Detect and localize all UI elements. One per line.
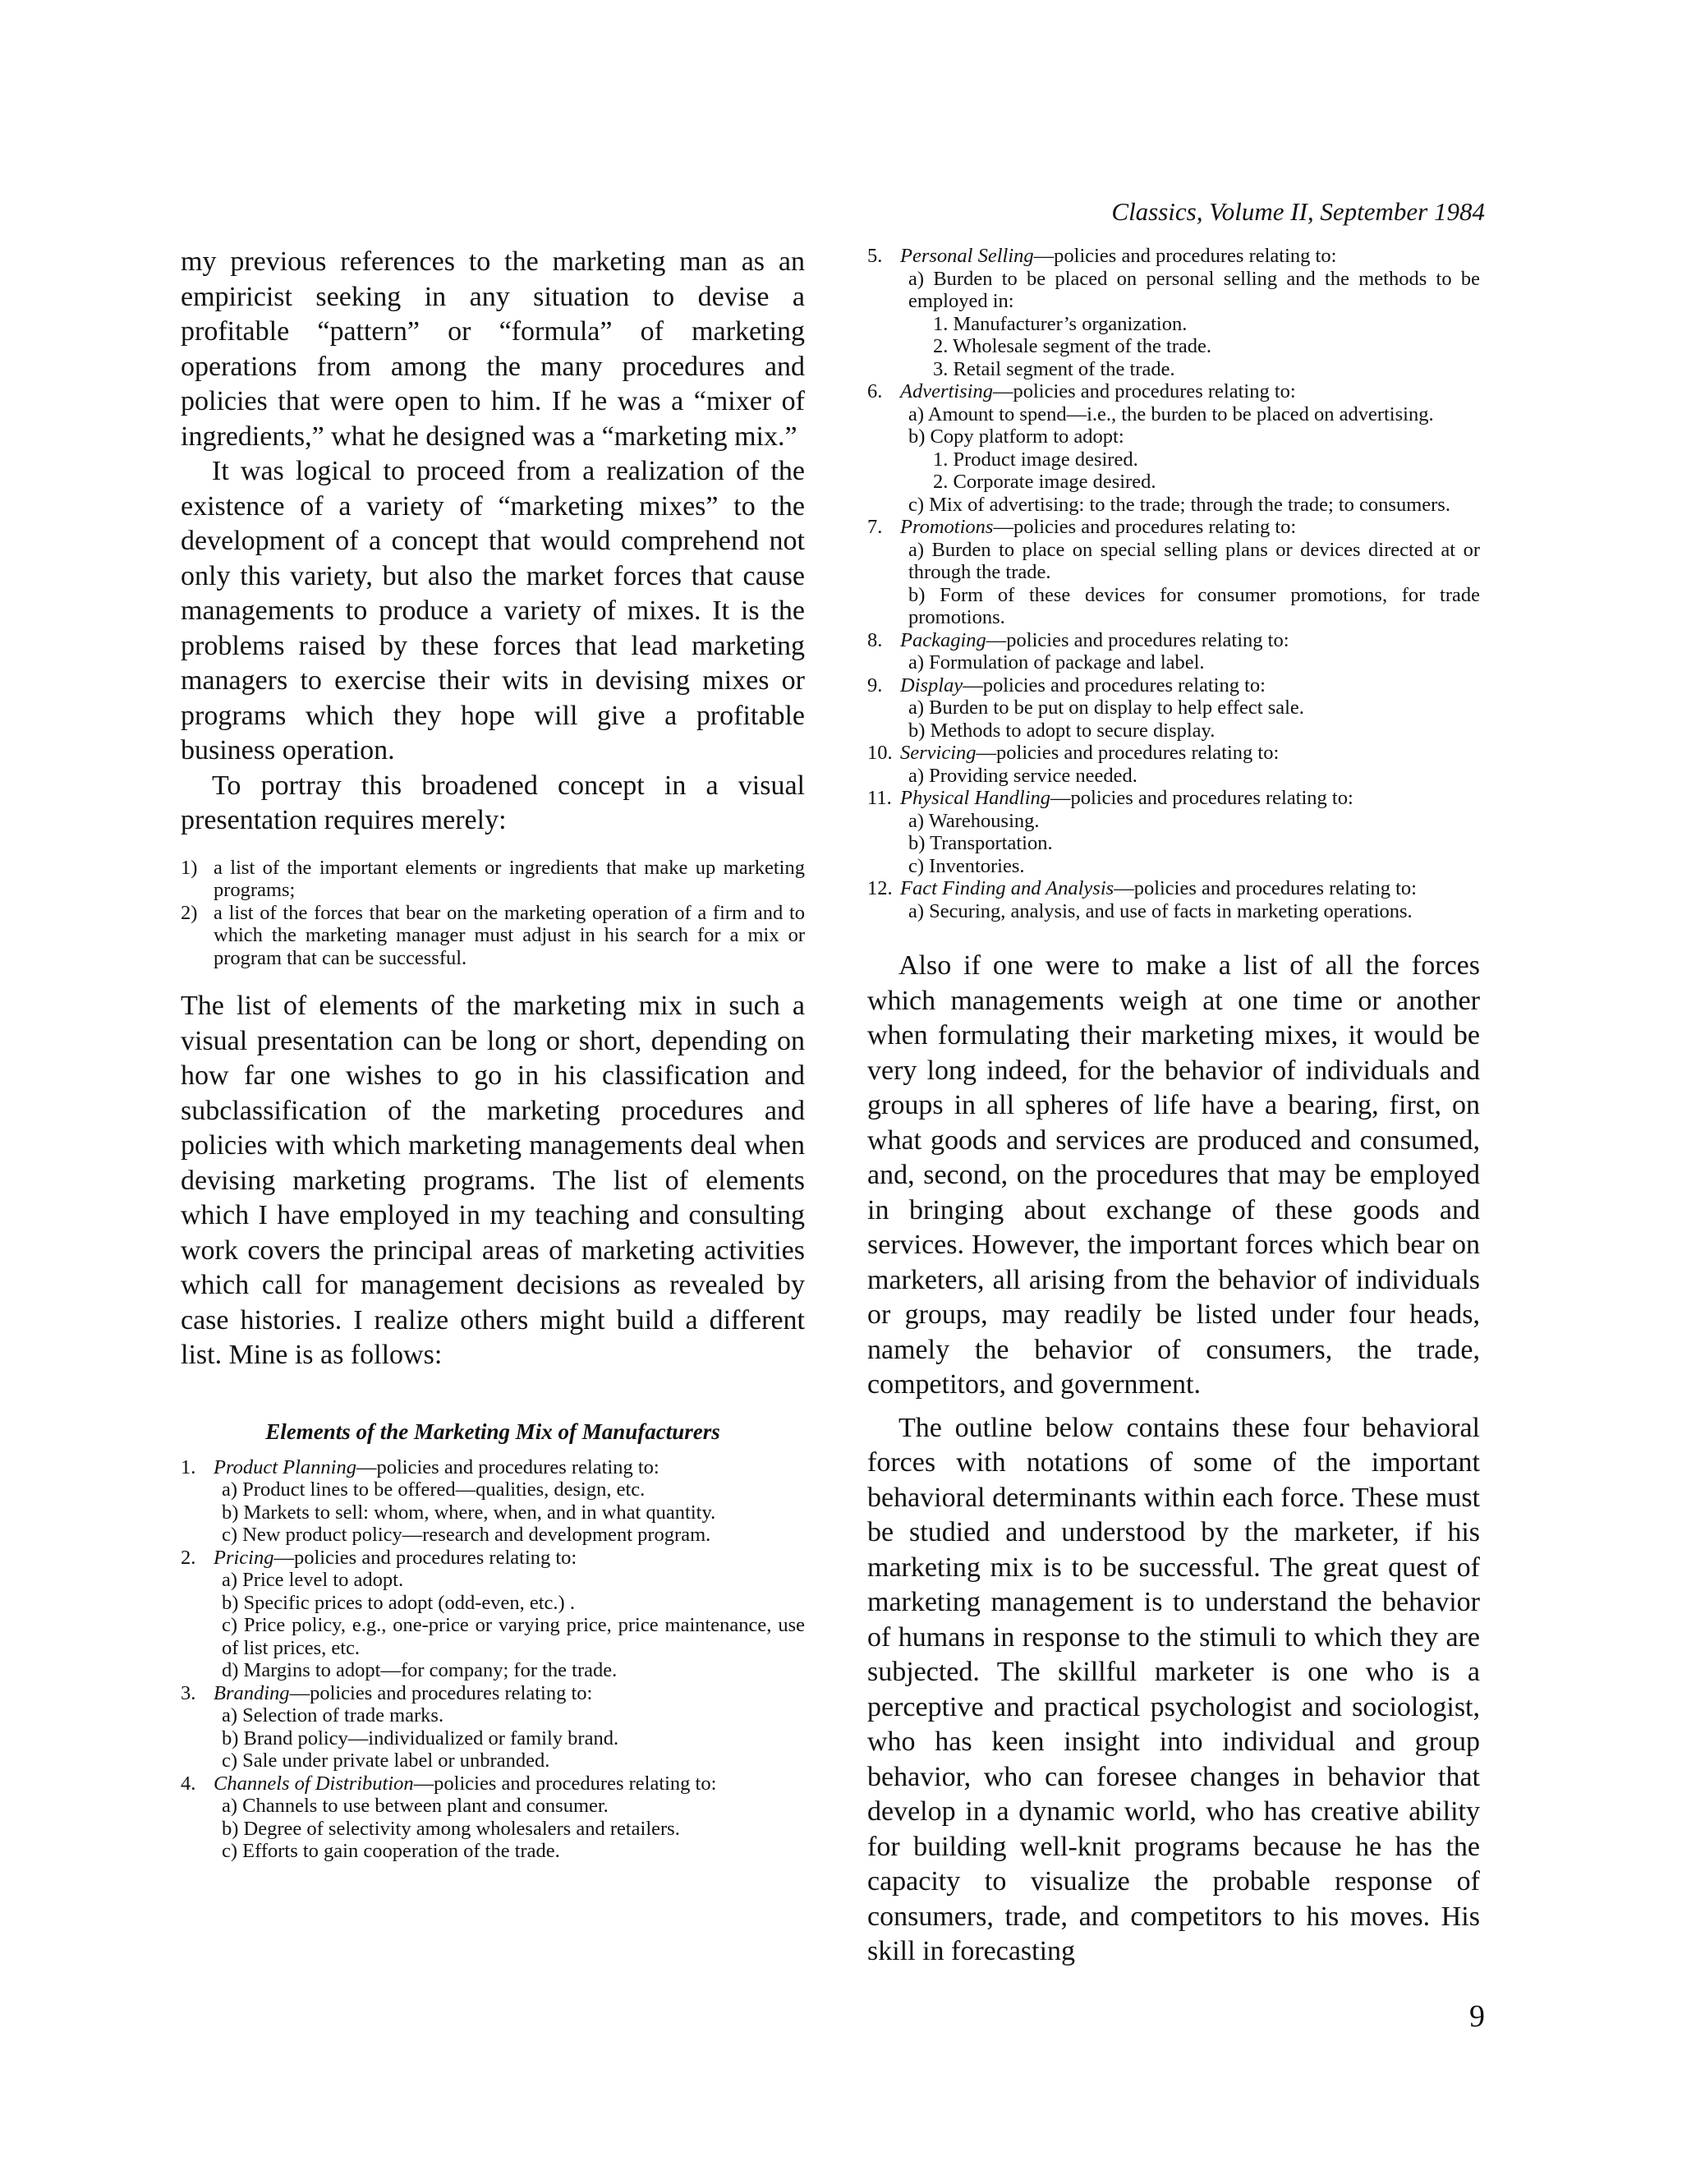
elements-heading: Elements of the Marketing Mix of Manufacturers	[265, 1418, 720, 1444]
paragraph-1: my previous references to the marketing man as an empiricist seeking in any situation to devise a profitable “pattern” or “formula” of marketing operations from among the many procedures and policies that were open to him. If he was a “mixer of ingredients,” what he designed was a “marketing mix.”	[181, 246, 805, 452]
page-number: 9	[1469, 1999, 1485, 2034]
element-10: 10. Servicing—policies and procedures relating to: a) Providing service needed.	[867, 742, 1280, 787]
spacer	[867, 922, 1480, 949]
right-column	[867, 245, 1480, 1970]
element-4: 4. Channels of Distribution—policies and procedures relating to: a) Channels to use between plant and consumer. b) Degree of selectivity among wholesalers and retailers. c) Efforts to gain cooperation of the trade.	[181, 1772, 717, 1862]
list-item: 2) a list of the forces that bear on the marketing operation of a firm and to which the marketing manager must adjust in his search for a mix or program that can be successful.	[181, 901, 805, 969]
running-head: Classics, Volume II, September 1984	[1111, 197, 1485, 226]
element-3: 3. Branding—policies and procedures relating to: a) Selection of trade marks. b) Brand policy—individualized or family brand. c) Sale under private label or unbranded.	[181, 1681, 619, 1772]
paragraph-5: Also if one were to make a list of all the forces which managements weigh at one time or another when formulating their marketing mixes, it would be very long indeed, for the behavior of individuals and groups in all spheres of life have a bearing, first, on what goods and services are produced and consumed, and, second, on the procedures that may be employed in bringing about exchange of these goods and services. However, the important forces which bear on marketers, all arising from the behavior of individuals or groups, may readily be listed under four heads, namely the behavior of consumers, the trade, competitors, and government.	[867, 950, 1480, 1400]
element-7: 7. Promotions—policies and procedures relating to: a) Burden to place on special selling plans or devices directed at or through the trade. b) Form of these devices for consumer promotions, for trade promotions.	[867, 516, 1480, 628]
list-item: 1) a list of the important elements or ingredients that make up marketing programs;	[181, 856, 805, 901]
element-8: 8. Packaging—policies and procedures relating to: a) Formulation of package and label.	[867, 628, 1289, 674]
paragraph-2: It was logical to proceed from a realization of the existence of a variety of “marketing mixes” to the development of a concept that would comprehend not only this variety, but also the market forces that cause managements to produce a variety of mixes. It is the problems raised by these forces that lead marketing managers to exercise their wits in devising mixes or programs which they hope will give a profitable business operation.	[181, 456, 805, 766]
paragraph-4: The list of elements of the marketing mix in such a visual presentation can be long or short, depending on how far one wishes to go in his classification and subclassification of the marketing procedures and policies with which marketing managements deal when devising marketing programs. The list of elements which I have employed in my teaching and consulting work covers the principal areas of marketing activities which call for management decisions as revealed by case histories. I realize others might build a different list. Mine is as follows:	[181, 991, 805, 1370]
element-1: 1. Product Planning—policies and procedures relating to: a) Product lines to be offered—qualities, design, etc. b) Markets to sell: whom, where, when, and in what quantity. c) New product policy—research and development program.	[181, 1455, 716, 1546]
requirements-list	[181, 857, 805, 970]
element-12: 12. Fact Finding and Analysis—policies and procedures relating to: a) Securing, analysis, and use of facts in marketing operations.	[867, 877, 1417, 922]
paragraph-6: The outline below contains these four behavioral forces with notations of some of the important behavioral determinants within each force. These must be studied and understood by the marketer, if his marketing mix is to be successful. The great quest of marketing management is to understand the behavior of humans in response to the stimuli to which they are subjected. The skillful marketer is one who is a perceptive and practical psychologist and sociologist, who has keen insight into individual and group behavior, who can foresee changes in behavior that develop in a dynamic world, who has creative ability for building well-knit programs because he has the capacity to visualize the probable response of consumers, trade, and competitors to his moves. His skill in forecasting	[867, 1412, 1480, 1966]
element-6: 6. Advertising—policies and procedures relating to: a) Amount to spend—i.e., the burden to be placed on advertising. b) Copy platform to adopt: 1. Product image desired. 2. Corporate image desired. c) Mix of advertising: to the trade; through the trade; to consumers.	[867, 380, 1450, 516]
element-2: 2. Pricing—policies and procedures relating to: a) Price level to adopt. b) Specific prices to adopt (odd-even, etc.) . c) Price policy, e.g., one-price or varying price, price maintenance, use of list prices, etc. d) Margins to adopt—for company; for the trade.	[181, 1546, 805, 1681]
element-11: 11. Physical Handling—policies and procedures relating to: a) Warehousing. b) Transportation. c) Inventories.	[867, 787, 1353, 877]
element-9: 9. Display—policies and procedures relating to: a) Burden to be put on display to help effect sale. b) Methods to adopt to secure display.	[867, 674, 1304, 742]
paragraph-3: To portray this broadened concept in a visual presentation requires merely:	[181, 770, 805, 835]
element-5: 5. Personal Selling—policies and procedures relating to: a) Burden to be placed on personal selling and the methods to be employed in: 1. Manufacturer’s organization. 2. Wholesale segment of the trade. 3. Retail segment of the trade.	[867, 245, 1480, 380]
left-column	[181, 245, 805, 1863]
